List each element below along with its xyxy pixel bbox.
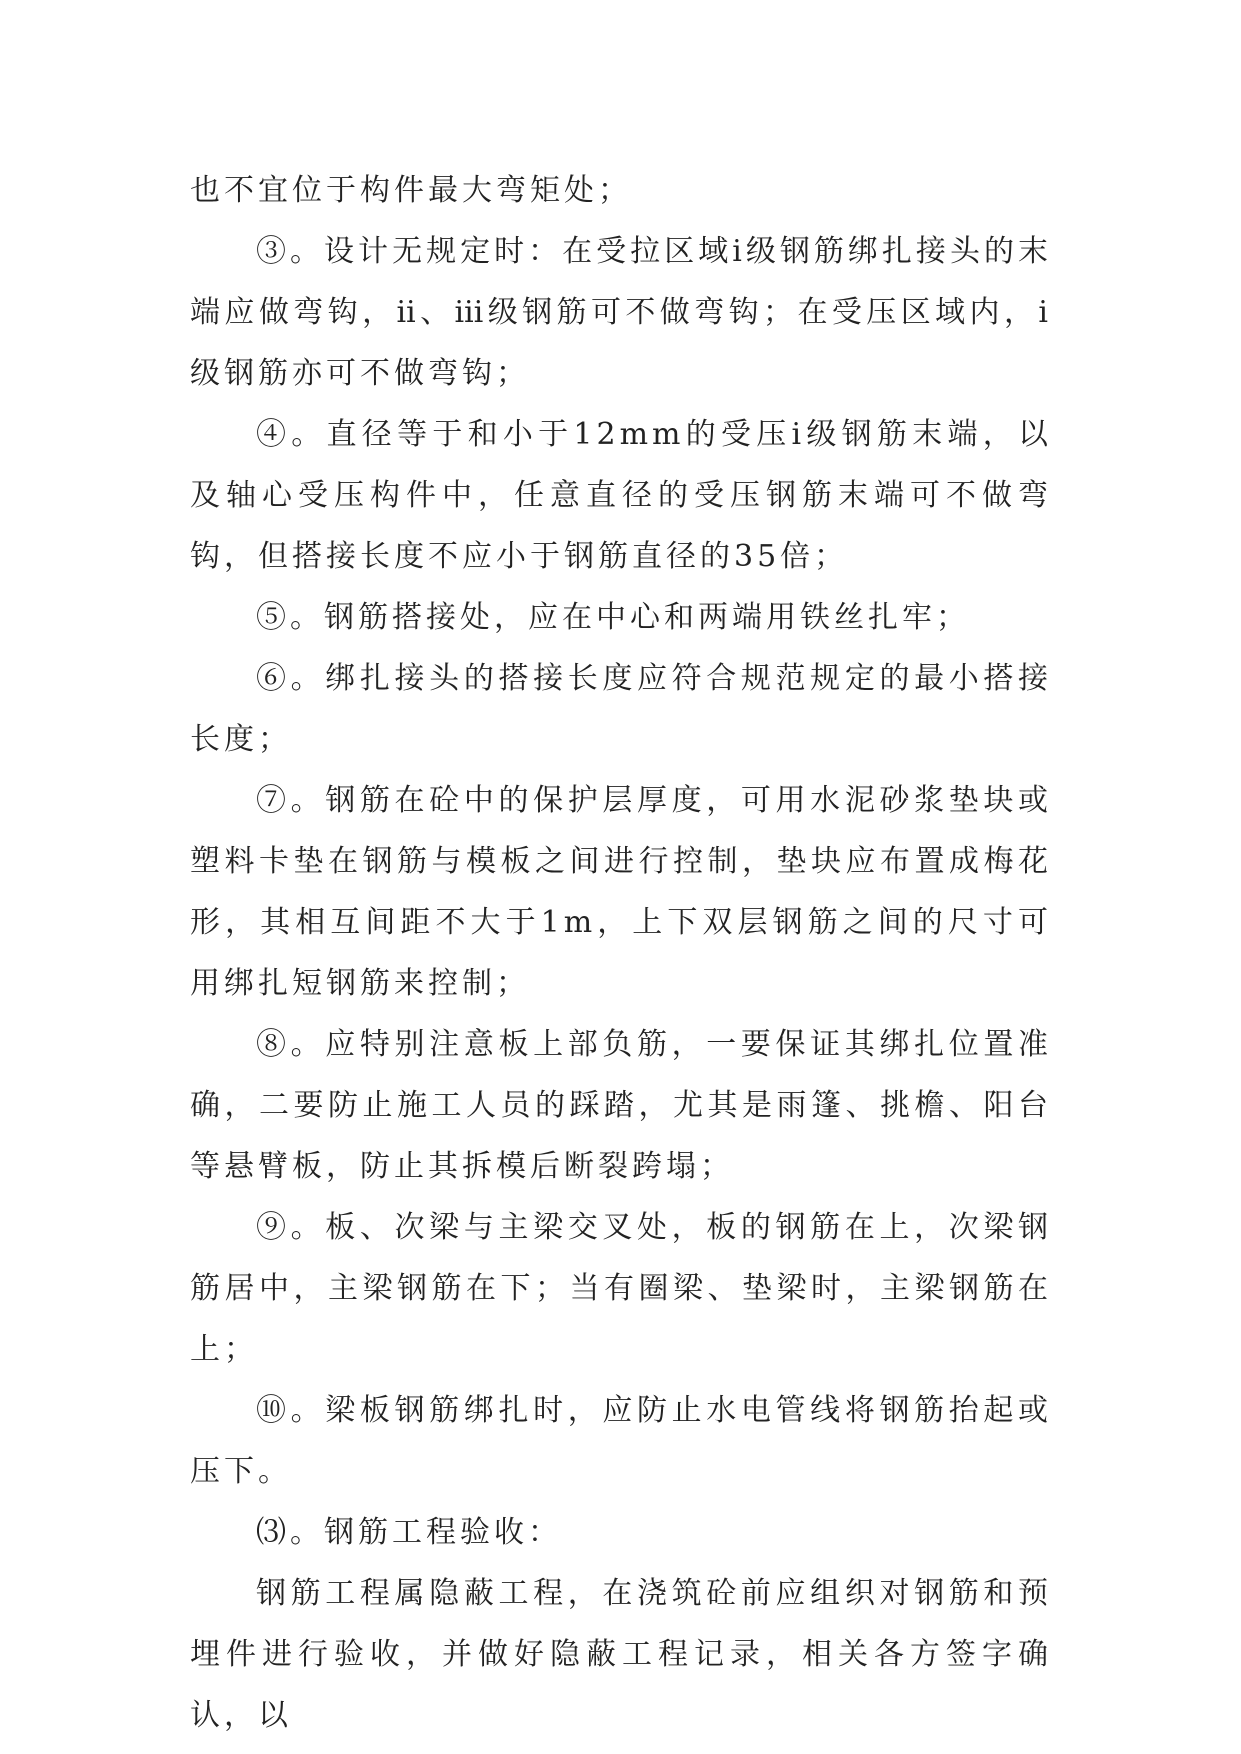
paragraph: ⑥。绑扎接头的搭接长度应符合规范规定的最小搭接长度； — [190, 661, 1052, 757]
paragraph: 也不宜位于构件最大弯矩处； — [190, 173, 632, 208]
paragraph: 钢筋工程属隐蔽工程，在浇筑砼前应组织对钢筋和预埋件进行验收，并做好隐蔽工程记录，相关各方签字确认，以 — [190, 1576, 1052, 1733]
document-body — [190, 160, 1052, 1746]
paragraph: ③。设计无规定时：在受拉区域ⅰ级钢筋绑扎接头的末端应做弯钩，ⅱ、ⅲ级钢筋可不做弯钩；在受压区域内，ⅰ级钢筋亦可不做弯钩； — [190, 234, 1052, 391]
paragraph: ⑧。应特别注意板上部负筋，一要保证其绑扎位置准确，二要防止施工人员的踩踏，尤其是雨篷、挑檐、阳台等悬臂板，防止其拆模后断裂跨塌； — [190, 1027, 1052, 1184]
paragraph: ⑦。钢筋在砼中的保护层厚度，可用水泥砂浆垫块或塑料卡垫在钢筋与模板之间进行控制，垫块应布置成梅花形，其相互间距不大于1m，上下双层钢筋之间的尺寸可用绑扎短钢筋来控制； — [190, 783, 1052, 1001]
paragraph: ⑩。梁板钢筋绑扎时，应防止水电管线将钢筋抬起或压下。 — [190, 1393, 1052, 1489]
section-heading: ⑶。钢筋工程验收： — [256, 1515, 562, 1550]
paragraph: ⑤。钢筋搭接处，应在中心和两端用铁丝扎牢； — [256, 600, 970, 635]
paragraph: ④。直径等于和小于12mm的受压ⅰ级钢筋末端，以及轴心受压构件中，任意直径的受压钢筋末端可不做弯钩，但搭接长度不应小于钢筋直径的35倍； — [190, 417, 1052, 574]
paragraph: ⑨。板、次梁与主梁交叉处，板的钢筋在上，次梁钢筋居中，主梁钢筋在下；当有圈梁、垫梁时，主梁钢筋在上； — [190, 1210, 1052, 1367]
